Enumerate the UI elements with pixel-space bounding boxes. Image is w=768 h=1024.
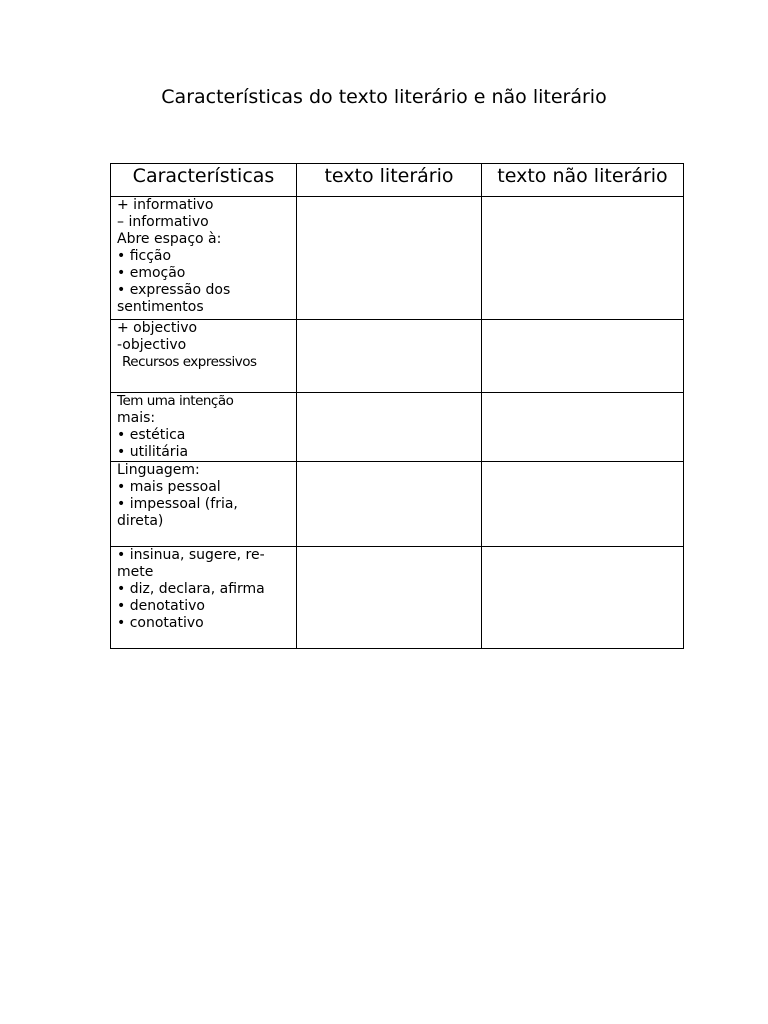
- cell-line: Abre espaço à:: [117, 231, 222, 247]
- texto-nao-literario-cell: [482, 393, 684, 462]
- table-row: [111, 462, 684, 547]
- texto-literario-cell: [297, 197, 482, 320]
- cell-line: mete: [117, 564, 154, 580]
- cell-line: mais:: [117, 410, 156, 426]
- cell-line: • impessoal (fria,: [117, 496, 238, 512]
- texto-literario-cell: [297, 320, 482, 393]
- texto-nao-literario-cell: [482, 197, 684, 320]
- cell-line: • expressão dos: [117, 282, 231, 298]
- cell-line: direta): [117, 513, 164, 529]
- characteristics-table: [110, 163, 684, 649]
- header-texto-nao-literario: texto não literário: [482, 164, 684, 197]
- cell-line: Recursos expressivos: [122, 354, 257, 370]
- table-row: [111, 197, 684, 320]
- cell-line: • insinua, sugere, re-: [117, 547, 265, 563]
- cell-line: • estética: [117, 427, 186, 443]
- characteristic-cell: [111, 320, 297, 393]
- texto-nao-literario-cell: [482, 462, 684, 547]
- cell-line: Linguagem:: [117, 462, 200, 478]
- cell-line: -objectivo: [117, 337, 187, 353]
- cell-line: Tem uma intenção: [117, 393, 234, 409]
- header-texto-literario: texto literário: [297, 164, 482, 197]
- cell-line: • mais pessoal: [117, 479, 221, 495]
- cell-line: • utilitária: [117, 444, 189, 460]
- table-row: [111, 547, 684, 649]
- table-row: [111, 393, 684, 462]
- characteristic-cell: [111, 197, 297, 320]
- texto-literario-cell: [297, 547, 482, 649]
- characteristic-cell: [111, 547, 297, 649]
- texto-literario-cell: [297, 462, 482, 547]
- cell-line: + informativo: [117, 197, 214, 213]
- document-title: Características do texto literário e não literário: [161, 86, 607, 108]
- cell-line: sentimentos: [117, 299, 204, 315]
- cell-line: • emoção: [117, 265, 186, 281]
- cell-line: • conotativo: [117, 615, 204, 631]
- cell-line: + objectivo: [117, 320, 198, 336]
- cell-line: • ficção: [117, 248, 172, 264]
- texto-nao-literario-cell: [482, 320, 684, 393]
- cell-line: – informativo: [117, 214, 209, 230]
- characteristic-cell: [111, 462, 297, 547]
- cell-line: • denotativo: [117, 598, 205, 614]
- table-header-row: [111, 164, 684, 197]
- texto-nao-literario-cell: [482, 547, 684, 649]
- characteristic-cell: [111, 393, 297, 462]
- table-row: [111, 320, 684, 393]
- header-caracteristicas: Características: [111, 164, 297, 197]
- texto-literario-cell: [297, 393, 482, 462]
- cell-line: • diz, declara, afirma: [117, 581, 265, 597]
